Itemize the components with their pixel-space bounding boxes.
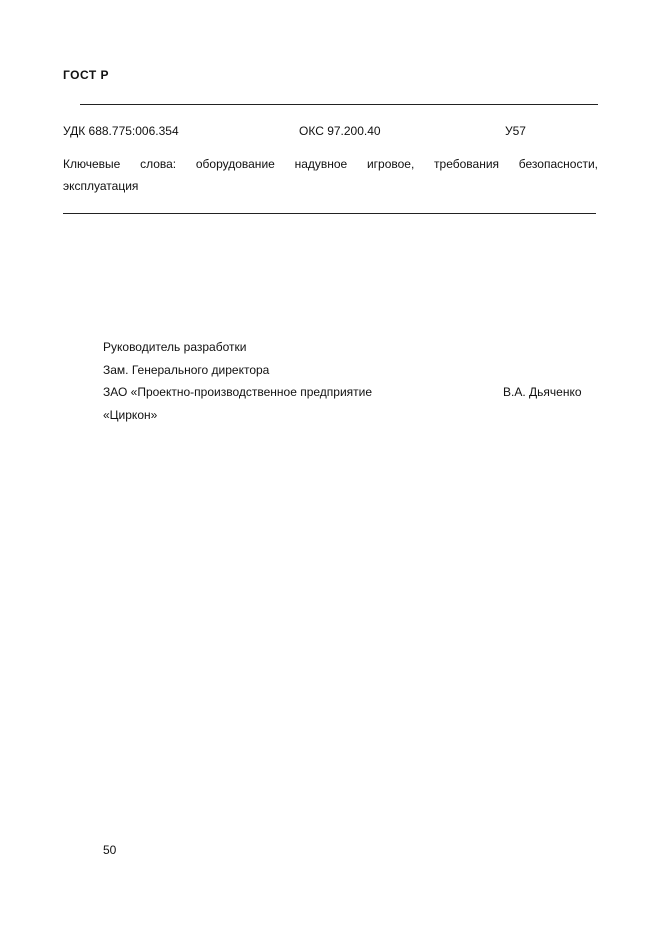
- page-number: 50: [103, 843, 117, 857]
- standard-header-title: ГОСТ Р: [63, 68, 110, 82]
- classifier-code: У57: [505, 124, 526, 138]
- keyword-word: слова:: [140, 157, 177, 171]
- keyword-word: надувное: [294, 157, 348, 171]
- classification-row: [63, 124, 598, 140]
- keyword-word: требования: [434, 157, 500, 171]
- bottom-divider: [63, 213, 596, 214]
- keywords-line-2: эксплуатация: [63, 179, 139, 193]
- signature-role: Руководитель разработки: [103, 340, 247, 354]
- signature-organization: ЗАО «Проектно-производственное предприятие: [103, 385, 373, 399]
- signature-organization-name: «Циркон»: [103, 407, 158, 422]
- keyword-word: игровое,: [366, 157, 415, 171]
- keywords-block: [63, 153, 598, 197]
- keywords-line-1: [63, 153, 598, 175]
- signature-organization-line: [103, 381, 598, 404]
- keyword-word: безопасности,: [518, 157, 598, 171]
- udk-code: УДК 688.775:006.354: [63, 124, 179, 138]
- signature-block: [103, 336, 598, 426]
- top-divider: [80, 104, 598, 105]
- keyword-word: Ключевые: [63, 157, 121, 171]
- signatory-name: В.А. Дьяченко: [503, 385, 582, 399]
- signature-position: Зам. Генерального директора: [103, 362, 270, 377]
- oks-code: ОКС 97.200.40: [299, 124, 381, 138]
- keyword-word: оборудование: [195, 157, 275, 171]
